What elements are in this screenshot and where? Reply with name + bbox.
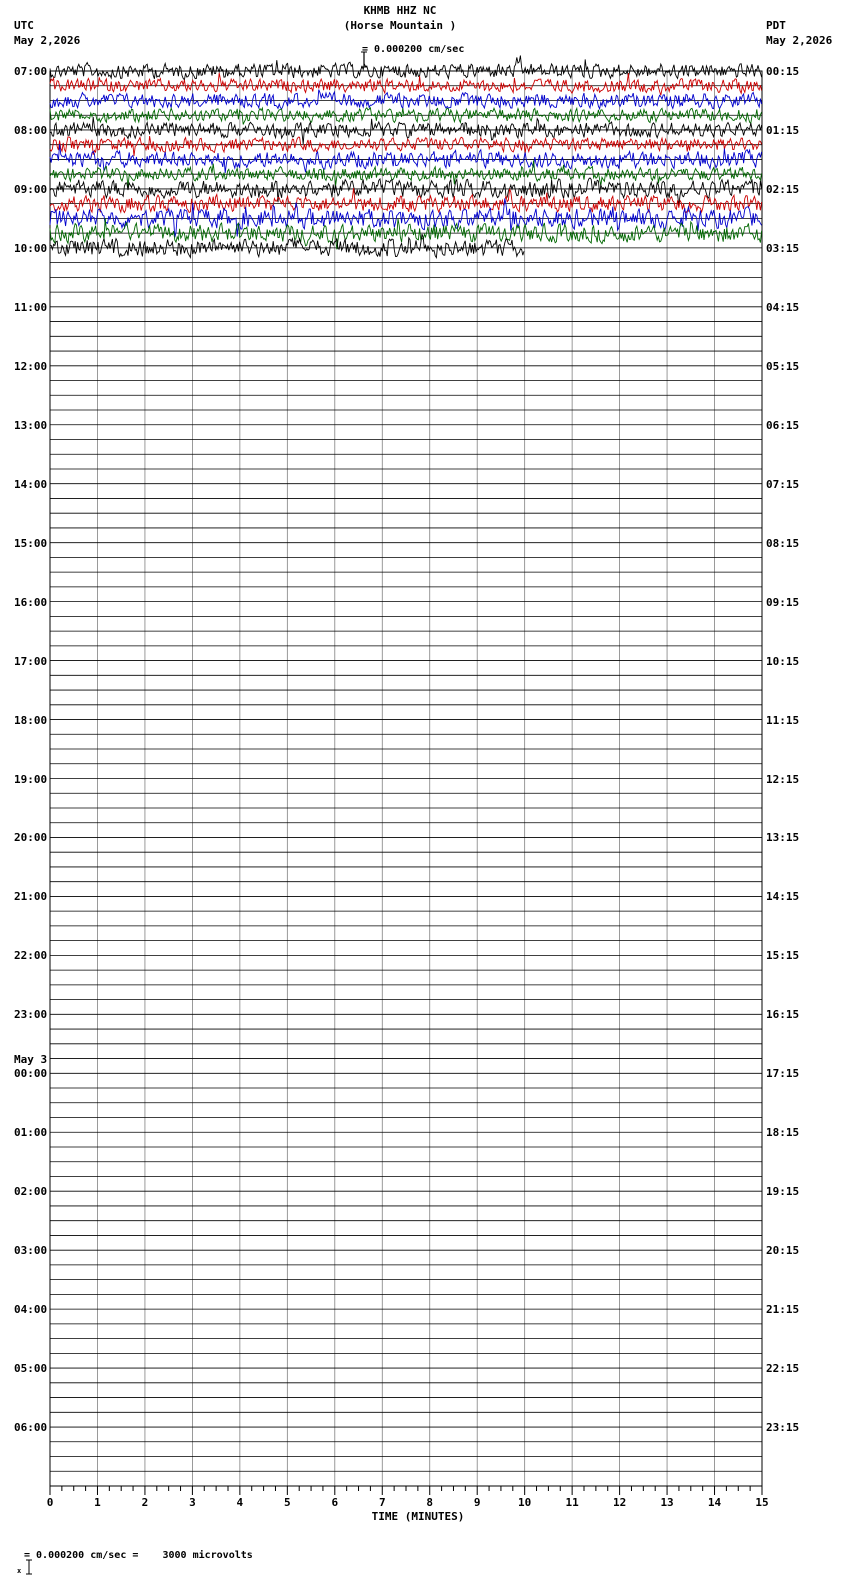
- right-hour-label: 03:15: [766, 241, 800, 255]
- x-tick-label: 14: [707, 1496, 722, 1509]
- left-hour-label: 00:00: [14, 1067, 48, 1081]
- right-hour-label: 02:15: [766, 182, 800, 196]
- seismic-trace: [50, 117, 762, 144]
- svg-text:x: x: [17, 1567, 22, 1575]
- left-hour-label: 06:00: [14, 1421, 48, 1435]
- seismic-trace: [50, 90, 762, 109]
- x-tick-label: 3: [189, 1496, 196, 1509]
- right-hour-label: 15:15: [766, 949, 800, 963]
- left-hour-label: 02:00: [14, 1185, 48, 1199]
- left-hour-label: 14:00: [14, 477, 48, 491]
- left-hour-label: 16:00: [14, 595, 48, 609]
- seismic-trace: [50, 178, 762, 206]
- right-hour-label: 20:15: [766, 1244, 800, 1258]
- left-hour-label: 08:00: [14, 123, 48, 137]
- right-hour-label: 05:15: [766, 359, 800, 373]
- x-tick-label: 12: [612, 1496, 627, 1509]
- x-tick-label: 4: [236, 1496, 244, 1509]
- left-hour-label: 12:00: [14, 359, 48, 373]
- left-hour-label: 21:00: [14, 890, 48, 904]
- right-hour-label: 04:15: [766, 300, 800, 314]
- right-hour-label: 06:15: [766, 418, 800, 432]
- calibration-label: = 0.000200 cm/sec = 3000 microvolts: [24, 1550, 253, 1561]
- left-hour-label: 10:00: [14, 241, 48, 255]
- left-hour-label: 07:00: [14, 65, 48, 78]
- seismic-trace: [50, 108, 762, 125]
- right-hour-label: 00:15: [766, 65, 800, 78]
- left-hour-label: 23:00: [14, 1008, 48, 1022]
- right-hour-label: 10:15: [766, 654, 800, 668]
- right-timezone: PDT: [766, 19, 786, 32]
- right-hour-label: 17:15: [766, 1067, 800, 1081]
- left-hour-label: 17:00: [14, 654, 48, 668]
- x-tick-label: 11: [565, 1496, 579, 1509]
- left-hour-label: 15:00: [14, 536, 48, 550]
- right-hour-label: 09:15: [766, 595, 800, 609]
- left-timezone: UTC: [14, 19, 34, 32]
- right-date: May 2,2026: [766, 34, 833, 47]
- right-hour-label: 08:15: [766, 536, 800, 550]
- left-hour-label: 22:00: [14, 949, 48, 963]
- right-hour-label: 01:15: [766, 123, 800, 137]
- left-hour-label: 20:00: [14, 831, 48, 845]
- seismic-trace: [50, 160, 762, 187]
- left-hour-label: 05:00: [14, 1362, 48, 1376]
- x-tick-label: 9: [473, 1496, 481, 1509]
- left-date: May 2,2026: [14, 34, 81, 47]
- left-hour-label: 13:00: [14, 418, 48, 432]
- x-tick-label: 2: [141, 1496, 149, 1509]
- left-hour-label: 18:00: [14, 713, 48, 727]
- x-tick-label: 10: [518, 1496, 532, 1509]
- right-hour-label: 13:15: [766, 831, 800, 845]
- x-tick-label: 13: [660, 1496, 674, 1509]
- right-hour-label: 18:15: [766, 1126, 800, 1140]
- scale-label: = 0.000200 cm/sec: [362, 44, 465, 55]
- seismic-trace: [50, 144, 762, 173]
- right-hour-label: 22:15: [766, 1362, 800, 1376]
- date-change-label: May 3: [14, 1053, 48, 1067]
- station-location: (Horse Mountain ): [343, 19, 457, 32]
- left-hour-label: 11:00: [14, 300, 48, 314]
- x-tick-label: 15: [755, 1496, 769, 1509]
- left-hour-label: 19:00: [14, 772, 48, 786]
- right-hour-label: 21:15: [766, 1303, 800, 1317]
- x-tick-label: 6: [331, 1496, 339, 1509]
- x-tick-label: 0: [46, 1496, 54, 1509]
- right-hour-label: 11:15: [766, 713, 800, 727]
- left-hour-label: 01:00: [14, 1126, 48, 1140]
- right-hour-label: 19:15: [766, 1185, 800, 1199]
- right-hour-label: 16:15: [766, 1008, 800, 1022]
- x-tick-label: 8: [426, 1496, 434, 1509]
- left-hour-label: 04:00: [14, 1303, 48, 1317]
- x-tick-label: 5: [284, 1496, 291, 1509]
- left-hour-label: 09:00: [14, 182, 48, 196]
- station-title: KHMB HHZ NC: [363, 4, 437, 17]
- x-tick-label: 7: [378, 1496, 386, 1509]
- right-hour-label: 07:15: [766, 477, 800, 491]
- seismic-trace: [50, 56, 762, 80]
- x-axis-label: TIME (MINUTES): [371, 1510, 465, 1523]
- right-hour-label: 12:15: [766, 772, 800, 786]
- right-hour-label: 23:15: [766, 1421, 800, 1435]
- right-hour-label: 14:15: [766, 890, 800, 904]
- left-hour-label: 03:00: [14, 1244, 48, 1258]
- x-tick-label: 1: [94, 1496, 101, 1509]
